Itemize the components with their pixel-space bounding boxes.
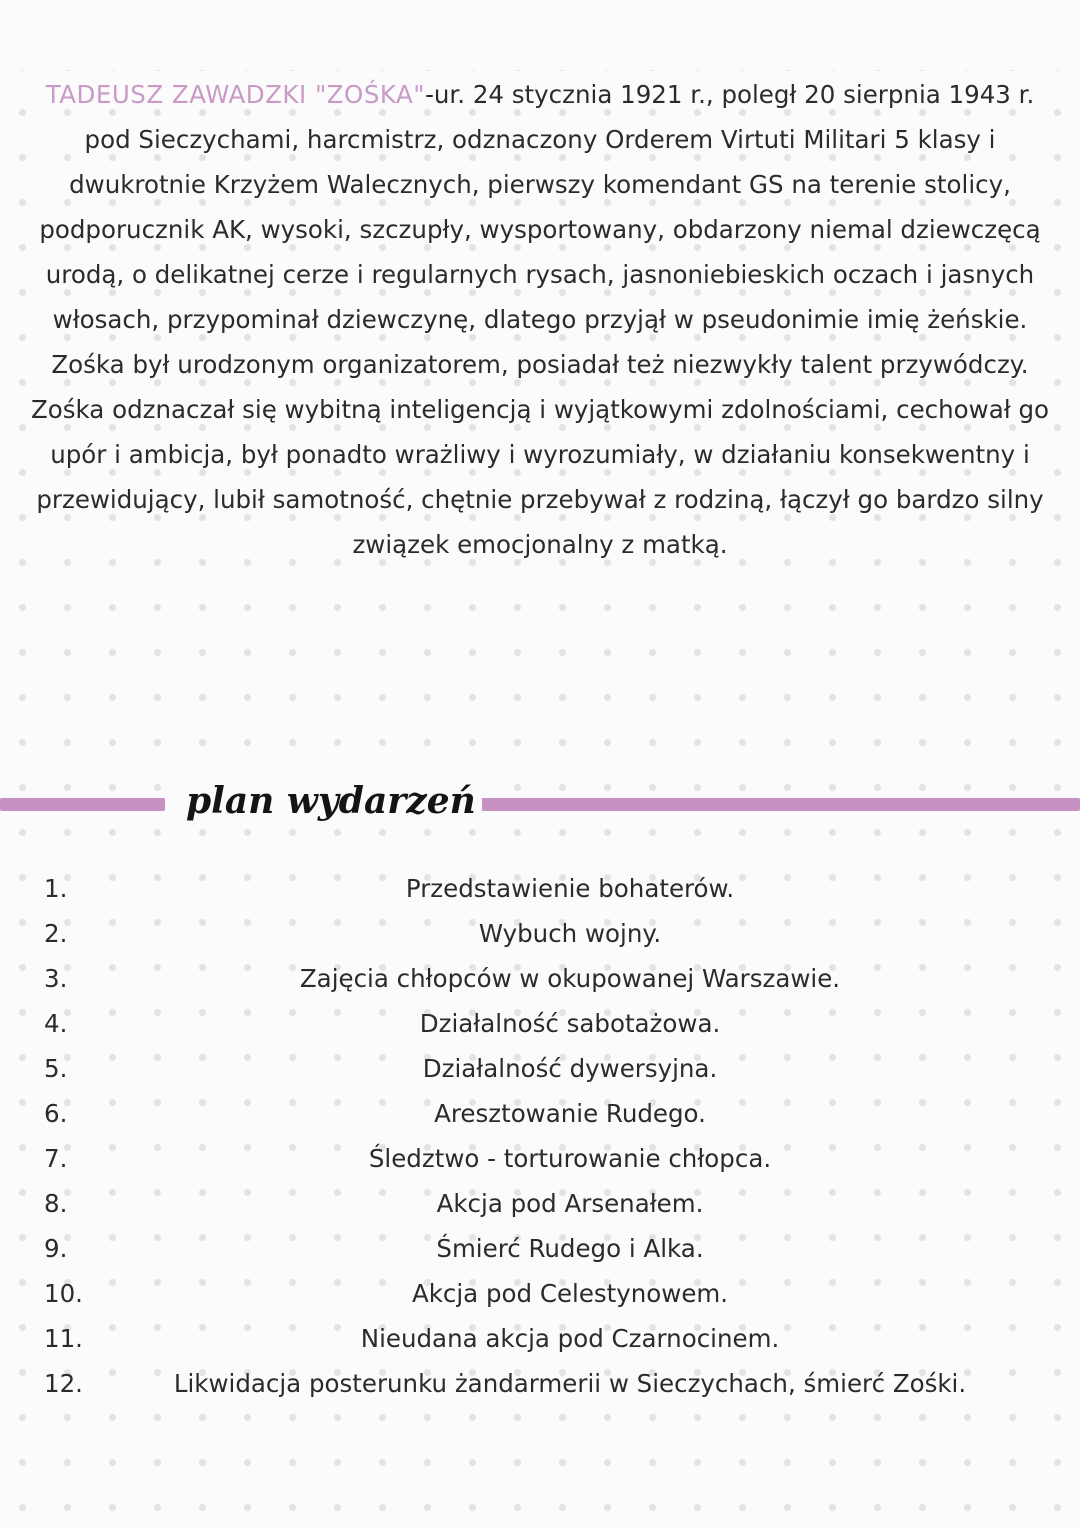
- item-number: 11.: [44, 1324, 83, 1353]
- list-item: [0, 1001, 1080, 1046]
- item-text: Likwidacja posterunku żandarmerii w Sieczychach, śmierć Zośki.: [173, 1369, 967, 1398]
- item-text: Akcja pod Celestynowem.: [411, 1279, 729, 1308]
- biography-text: -ur. 24 stycznia 1921 r., poległ 20 sierpnia 1943 r. pod Sieczychami, harcmistrz, odznaczony Orderem Virtuti Militari 5 klasy i dwukrotnie Krzyżem Walecznych, pierwszy komendant GS na terenie stolicy, podporucznik AK, wysoki, szczupły, wysportowany, obdarzony niemal dziewczęcą urodą, o delikatnej cerze i regularnych rysach, jasnoniebieskich oczach i jasnych włosach, przypominał dziewczynę, dlatego przyjął w pseudonimie imię żeńskie. Zośka był urodzonym organizatorem, posiadał też niezwykły talent przywódczy. Zośka odznaczał się wybitną inteligencją i wyjątkowymi zdolnościami, cechował go upór i ambicja, był ponadto wrażliwy i wyrozumiały, w działaniu konsekwentny i przewidujący, lubił samotność, chętnie przebywał z rodziną, łączył go bardzo silny związek emocjonalny z matką.: [30, 80, 1050, 559]
- item-number: 1.: [44, 874, 68, 903]
- list-item: [0, 1316, 1080, 1361]
- item-text: Akcja pod Arsenałem.: [436, 1189, 704, 1218]
- item-number: 9.: [44, 1234, 68, 1263]
- item-number: 5.: [44, 1054, 68, 1083]
- item-number: 8.: [44, 1189, 68, 1218]
- list-item: [0, 1226, 1080, 1271]
- item-number: 6.: [44, 1099, 68, 1128]
- biography-paragraph: [30, 72, 1050, 567]
- list-item: [0, 1271, 1080, 1316]
- list-item: [0, 1181, 1080, 1226]
- list-item: [0, 1136, 1080, 1181]
- plan-heading: plan wydarzeń: [180, 776, 482, 826]
- item-text: Nieudana akcja pod Czarnocinem.: [360, 1324, 780, 1353]
- page-top-margin: [0, 0, 1080, 70]
- list-item: [0, 956, 1080, 1001]
- list-item: [0, 1091, 1080, 1136]
- item-text: Zajęcia chłopców w okupowanej Warszawie.: [299, 964, 841, 993]
- events-list: [0, 866, 1080, 1406]
- list-item: [0, 1046, 1080, 1091]
- list-item: [0, 866, 1080, 911]
- item-text: Aresztowanie Rudego.: [434, 1099, 706, 1128]
- item-text: Wybuch wojny.: [478, 919, 662, 948]
- item-number: 7.: [44, 1144, 68, 1173]
- item-number: 10.: [44, 1279, 83, 1308]
- list-item: [0, 911, 1080, 956]
- item-number: 4.: [44, 1009, 68, 1038]
- item-text: Przedstawienie bohaterów.: [405, 874, 735, 903]
- item-text: Działalność sabotażowa.: [419, 1009, 721, 1038]
- item-text: Śledztwo - torturowanie chłopca.: [368, 1144, 772, 1173]
- item-text: Działalność dywersyjna.: [422, 1054, 718, 1083]
- section-divider-right: [444, 798, 1080, 811]
- section-divider-left: [0, 798, 165, 811]
- item-number: 3.: [44, 964, 68, 993]
- item-text: Śmierć Rudego i Alka.: [436, 1234, 704, 1263]
- hero-name: TADEUSZ ZAWADZKI "ZOŚKA": [45, 80, 426, 109]
- list-item: [0, 1361, 1080, 1406]
- item-number: 12.: [44, 1369, 83, 1398]
- item-number: 2.: [44, 919, 68, 948]
